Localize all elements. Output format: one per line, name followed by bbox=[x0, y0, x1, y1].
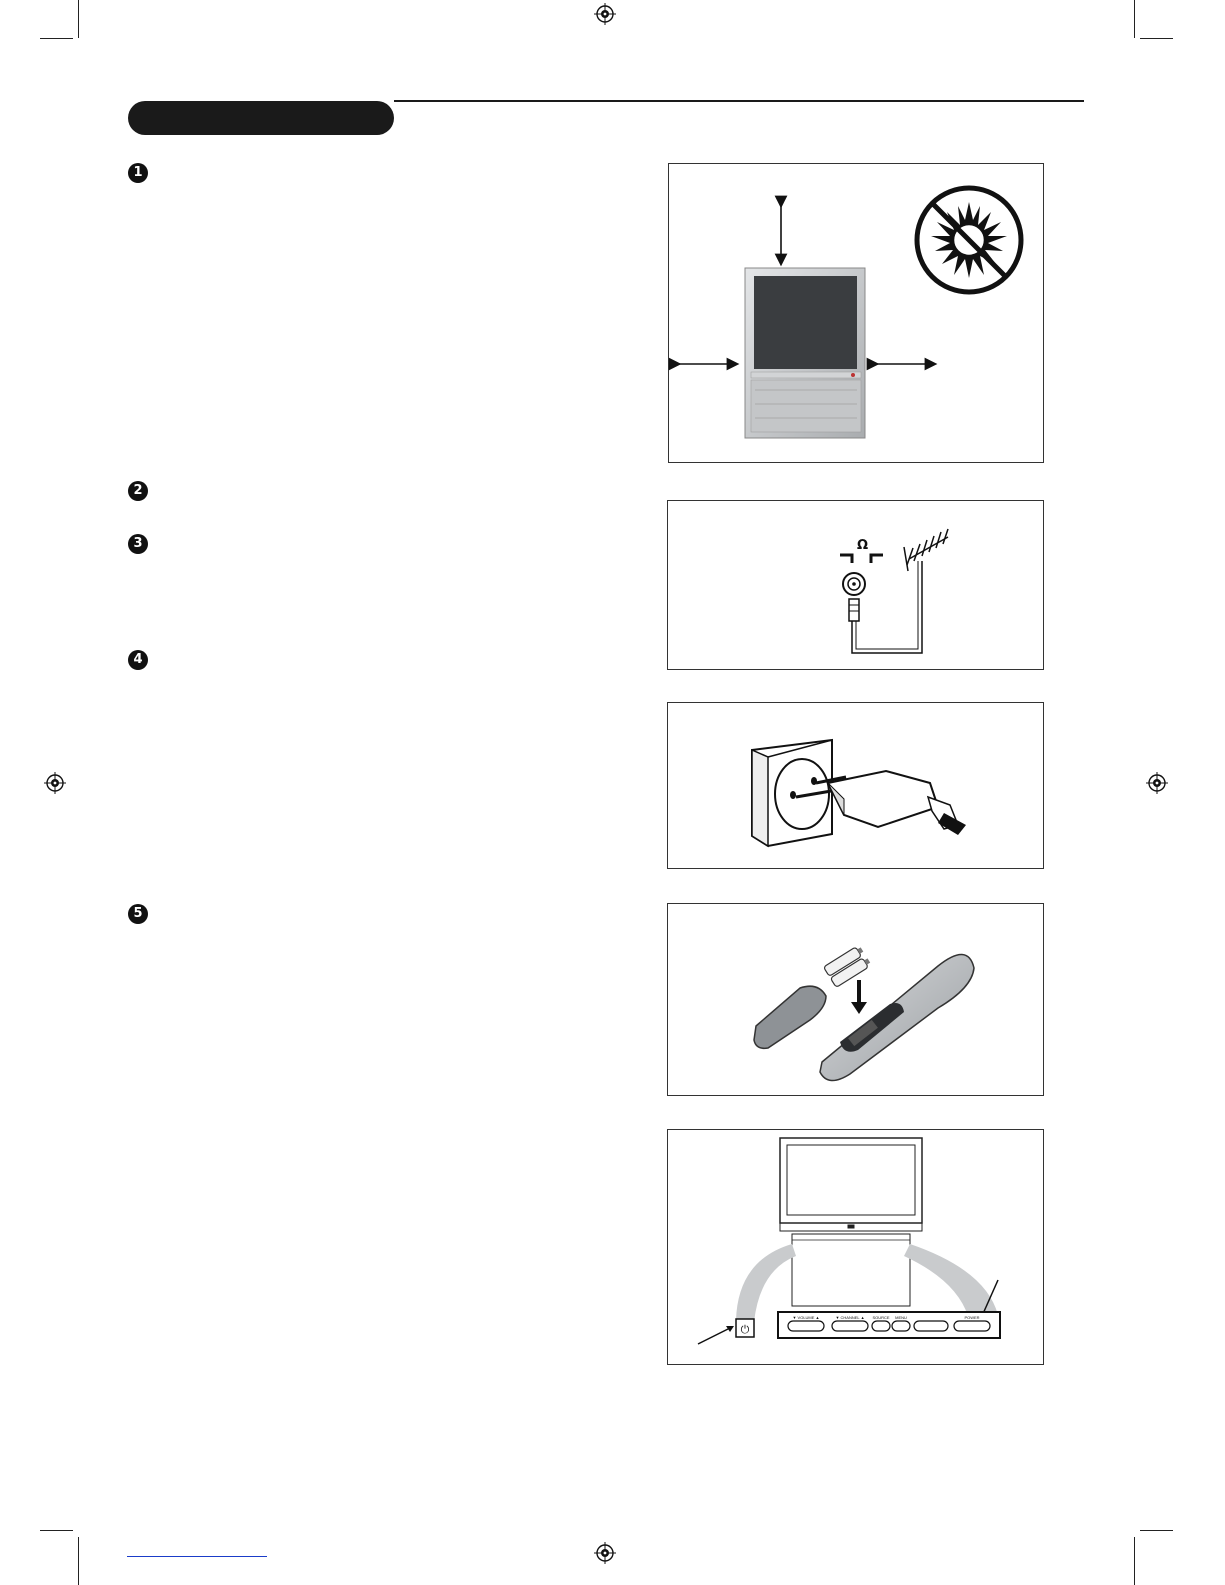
mains-plug-figure bbox=[667, 702, 1044, 869]
coax-connector-icon bbox=[843, 573, 865, 621]
crop-mark bbox=[1134, 1537, 1135, 1585]
antenna-icon bbox=[904, 529, 948, 571]
step-number-1: 1 bbox=[128, 163, 148, 183]
panel-button bbox=[832, 1321, 868, 1331]
panel-button bbox=[788, 1321, 824, 1331]
tv-outline-icon bbox=[780, 1138, 922, 1306]
tv-icon bbox=[745, 268, 865, 438]
panel-button-label: ▼ CHANNEL ▲ bbox=[835, 1315, 865, 1320]
front-controls-figure bbox=[667, 1129, 1044, 1365]
antenna-figure bbox=[667, 500, 1044, 670]
no-sunlight-icon bbox=[917, 188, 1021, 292]
ohm-symbol: Ω bbox=[857, 538, 869, 553]
pointer-arrow-left bbox=[698, 1327, 732, 1344]
antenna-cable bbox=[852, 561, 922, 653]
panel-button-label: SOURCE bbox=[872, 1315, 890, 1320]
step-number-5: 5 bbox=[128, 904, 148, 924]
crop-mark bbox=[1140, 1530, 1173, 1531]
battery-cover-icon bbox=[754, 986, 826, 1048]
panel-button-label: ▼ VOLUME ▲ bbox=[792, 1315, 820, 1320]
power-switch-icon bbox=[736, 1319, 754, 1337]
crop-mark bbox=[1134, 0, 1135, 38]
crop-mark bbox=[40, 1530, 73, 1531]
panel-button-label: POWER bbox=[964, 1315, 980, 1320]
step-number-3: 3 bbox=[128, 534, 148, 554]
step-number-2: 2 bbox=[128, 481, 148, 501]
panel-button bbox=[954, 1321, 990, 1331]
crop-mark bbox=[78, 0, 79, 38]
step-number-4: 4 bbox=[128, 650, 148, 670]
placement-figure bbox=[668, 163, 1044, 463]
antenna-socket-icon bbox=[840, 555, 883, 563]
crop-mark bbox=[1140, 38, 1173, 39]
crop-mark bbox=[78, 1537, 79, 1585]
registration-mark-icon bbox=[1146, 772, 1168, 794]
crop-mark bbox=[40, 38, 73, 39]
panel-button-label: MENU bbox=[895, 1315, 907, 1320]
panel-button bbox=[872, 1321, 890, 1331]
registration-mark-icon bbox=[594, 3, 616, 25]
registration-mark-icon bbox=[44, 772, 66, 794]
registration-mark-icon bbox=[594, 1542, 616, 1564]
remote-battery-figure bbox=[667, 903, 1044, 1096]
control-panel bbox=[778, 1312, 1000, 1338]
panel-button bbox=[892, 1321, 910, 1331]
header-rule bbox=[394, 100, 1084, 102]
battery-icon bbox=[823, 945, 871, 1014]
panel-button bbox=[914, 1321, 948, 1331]
callout-left bbox=[736, 1244, 796, 1322]
section-header-pill bbox=[128, 101, 394, 135]
footer-link-line bbox=[127, 1556, 267, 1557]
callout-right bbox=[904, 1244, 998, 1316]
power-symbol: ⏻ bbox=[740, 1323, 750, 1336]
